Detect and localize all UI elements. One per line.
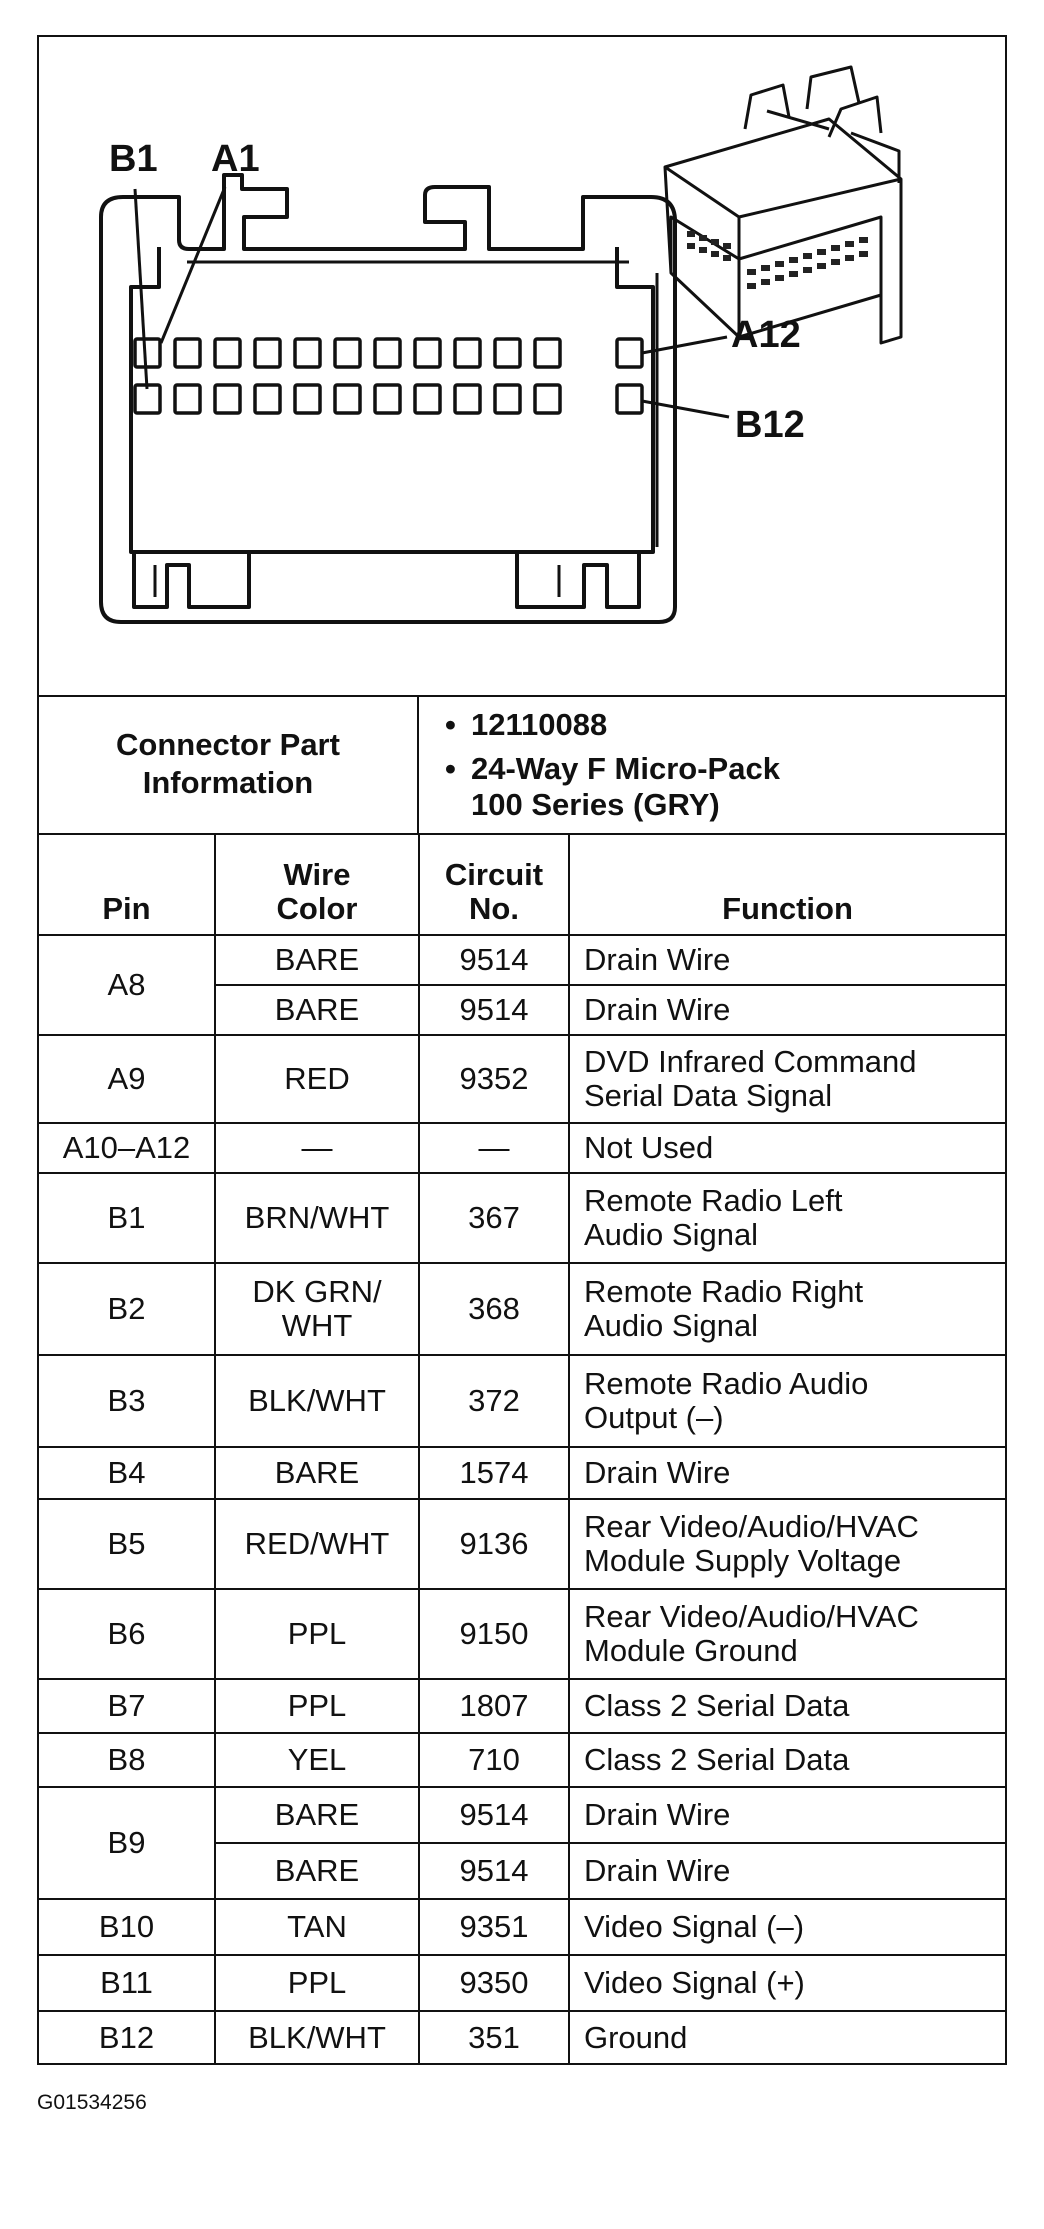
circuit-cell: 351 [419,2011,569,2063]
pin-cell: A9 [39,1035,215,1123]
pin-cell: A8 [39,935,215,1035]
pin-cell: B12 [39,2011,215,2063]
wire-color-cell: PPL [215,1589,419,1679]
part-number: 12110088 [471,707,608,742]
circuit-cell: 1574 [419,1447,569,1499]
function-cell: Class 2 Serial Data [569,1679,1005,1733]
circuit-cell: 9351 [419,1899,569,1955]
pin-cell: B7 [39,1679,215,1733]
pin-cell: B6 [39,1589,215,1679]
wire-color-cell: BLK/WHT [215,2011,419,2063]
connector-part-info-values: • 12110088 • 24-Way F Micro-Pack 100 Series (GRY) [445,707,780,822]
figure-id: G01534256 [37,2091,147,2114]
circuit-cell: — [419,1123,569,1173]
circuit-cell: 1807 [419,1679,569,1733]
pin-cell: B1 [39,1173,215,1263]
callout-b1: B1 [109,138,158,180]
circuit-cell: 372 [419,1355,569,1447]
callout-b12: B12 [735,404,805,446]
connector-sheet [37,35,1007,2065]
function-cell: Rear Video/Audio/HVAC Module Supply Voltage [569,1499,1005,1589]
connector-type-line-1: 24-Way F Micro-Pack [471,751,780,786]
circuit-cell: 9352 [419,1035,569,1123]
wire-color-cell: RED/WHT [215,1499,419,1589]
table-row [39,1263,1005,1355]
function-cell: Class 2 Serial Data [569,1733,1005,1787]
callout-a1: A1 [211,138,260,180]
table-header-row [39,835,1005,935]
circuit-cell: 9136 [419,1499,569,1589]
pin-cell: B8 [39,1733,215,1787]
table-row [39,935,1005,985]
table-row [39,1447,1005,1499]
connector-part-info [39,695,1005,835]
wire-color-cell: BARE [215,935,419,985]
table-row [39,1035,1005,1123]
header-wire-color: Wire Color [215,835,419,935]
circuit-cell: 710 [419,1733,569,1787]
header-circuit-no: Circuit No. [419,835,569,935]
wire-color-cell: BARE [215,1843,419,1899]
circuit-cell: 9514 [419,985,569,1035]
function-cell: Video Signal (+) [569,1955,1005,2011]
wire-color-cell: YEL [215,1733,419,1787]
pinout-table [39,835,1005,2063]
pin-cell: B5 [39,1499,215,1589]
function-cell: Drain Wire [569,1843,1005,1899]
connector-diagram [39,37,1005,697]
function-cell: Rear Video/Audio/HVAC Module Ground [569,1589,1005,1679]
function-cell: Remote Radio Left Audio Signal [569,1173,1005,1263]
circuit-cell: 367 [419,1173,569,1263]
connector-face-icon [39,37,1005,693]
circuit-cell: 9150 [419,1589,569,1679]
pin-cell: B2 [39,1263,215,1355]
wire-color-cell: RED [215,1035,419,1123]
table-row [39,1787,1005,1843]
header-function: Function [569,835,1005,935]
pin-cell: A10–A12 [39,1123,215,1173]
wire-color-cell: PPL [215,1955,419,2011]
function-cell: Drain Wire [569,1787,1005,1843]
table-row [39,1499,1005,1589]
function-cell: Ground [569,2011,1005,2063]
circuit-cell: 9514 [419,1787,569,1843]
table-row [39,1679,1005,1733]
callout-a12: A12 [731,314,801,356]
wire-color-cell: BLK/WHT [215,1355,419,1447]
connector-part-info-label: Connector Part Information [39,695,419,833]
function-cell: Video Signal (–) [569,1899,1005,1955]
pin-cell: B9 [39,1787,215,1899]
wire-color-cell: BARE [215,1447,419,1499]
wire-color-cell: — [215,1123,419,1173]
table-row [39,1899,1005,1955]
circuit-cell: 9514 [419,935,569,985]
table-row [39,1955,1005,2011]
wire-color-cell: TAN [215,1899,419,1955]
table-row [39,1733,1005,1787]
table-row [39,2011,1005,2063]
circuit-cell: 9350 [419,1955,569,2011]
function-cell: Drain Wire [569,1447,1005,1499]
pin-cell: B4 [39,1447,215,1499]
circuit-cell: 368 [419,1263,569,1355]
function-cell: Not Used [569,1123,1005,1173]
wire-color-cell: BARE [215,985,419,1035]
table-row [39,1123,1005,1173]
wire-color-cell: PPL [215,1679,419,1733]
pin-cell: B10 [39,1899,215,1955]
a1-leader-line [161,187,225,343]
function-cell: Remote Radio Audio Output (–) [569,1355,1005,1447]
function-cell: DVD Infrared Command Serial Data Signal [569,1035,1005,1123]
wire-color-cell: BRN/WHT [215,1173,419,1263]
function-cell: Drain Wire [569,935,1005,985]
table-row [39,1173,1005,1263]
b12-leader-line [642,401,729,417]
table-row [39,1355,1005,1447]
function-cell: Remote Radio Right Audio Signal [569,1263,1005,1355]
pin-cell: B11 [39,1955,215,2011]
circuit-cell: 9514 [419,1843,569,1899]
function-cell: Drain Wire [569,985,1005,1035]
pin-cell: B3 [39,1355,215,1447]
header-pin: Pin [39,835,215,935]
table-row [39,1589,1005,1679]
wire-color-cell: DK GRN/ WHT [215,1263,419,1355]
wire-color-cell: BARE [215,1787,419,1843]
connector-type-line-2: 100 Series (GRY) [471,787,720,822]
connector-3d-icon [665,67,901,343]
